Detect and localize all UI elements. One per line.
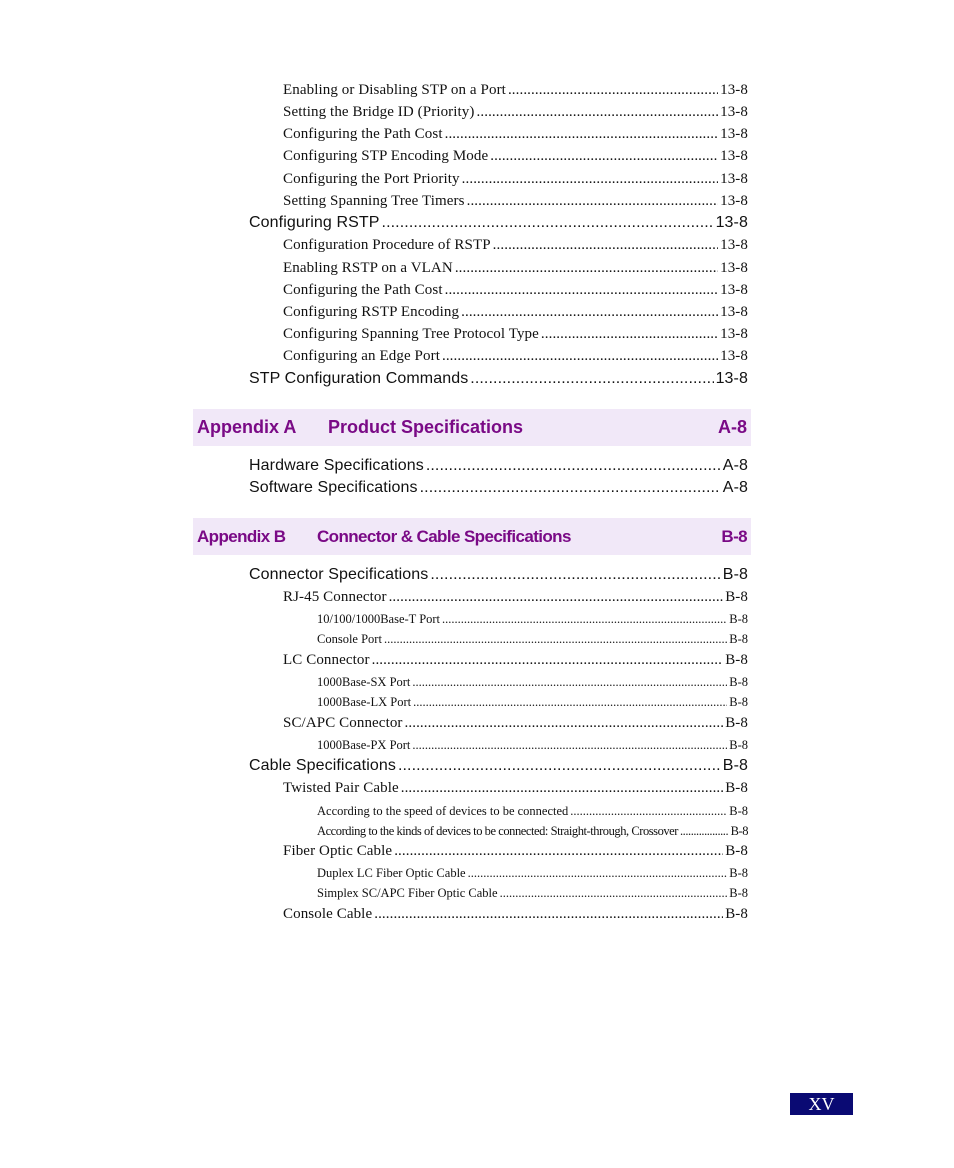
toc-entry[interactable]: SC/APC Connector ..... B-8 bbox=[283, 715, 748, 732]
toc-section-rstp[interactable]: Configuring RSTP ..... 13-8 bbox=[249, 214, 748, 232]
dot-leader bbox=[401, 780, 723, 797]
toc-entry[interactable]: Configuration Procedure of RSTP ..... 13-8 bbox=[283, 237, 748, 254]
toc-entry[interactable]: Setting Spanning Tree Timers ..... 13-8 bbox=[283, 193, 748, 210]
dot-leader bbox=[420, 479, 721, 497]
appendix-title: Product Specifications bbox=[328, 417, 524, 437]
dot-leader bbox=[394, 843, 723, 860]
dot-leader bbox=[541, 326, 718, 343]
toc-subentry[interactable]: 1000Base-PX Port ..... B-8 bbox=[317, 738, 748, 753]
dot-leader bbox=[389, 589, 724, 606]
toc-entry[interactable]: Configuring the Port Priority ..... 13-8 bbox=[283, 171, 748, 188]
dot-leader bbox=[384, 632, 727, 647]
dot-leader bbox=[455, 260, 718, 277]
dot-leader bbox=[413, 695, 727, 710]
toc-entry[interactable]: Enabling or Disabling STP on a Port ..... 13-8 bbox=[283, 82, 748, 99]
toc-entry[interactable]: Fiber Optic Cable ..... B-8 bbox=[283, 843, 748, 860]
toc-section-connector-specs[interactable]: Connector Specifications ..... B-8 bbox=[249, 566, 748, 584]
appendix-title: Connector & Cable Specifications bbox=[317, 527, 571, 546]
appendix-label: Appendix A bbox=[197, 417, 297, 437]
toc-subentry[interactable]: Duplex LC Fiber Optic Cable ..... B-8 bbox=[317, 866, 748, 881]
toc-subentry[interactable]: 10/100/1000Base-T Port ..... B-8 bbox=[317, 612, 748, 627]
toc-entry[interactable]: Twisted Pair Cable ..... B-8 bbox=[283, 780, 748, 797]
dot-leader bbox=[493, 237, 718, 254]
dot-leader bbox=[468, 866, 728, 881]
toc-subentry[interactable]: 1000Base-SX Port ..... B-8 bbox=[317, 675, 748, 690]
appendix-page: A-8 bbox=[717, 417, 747, 437]
toc-entry[interactable]: Configuring Spanning Tree Protocol Type ..... 13-8 bbox=[283, 326, 748, 343]
dot-leader bbox=[490, 148, 718, 165]
toc-entry[interactable]: Configuring STP Encoding Mode ..... 13-8 bbox=[283, 148, 748, 165]
toc-entry[interactable]: Console Cable ..... B-8 bbox=[283, 906, 748, 923]
toc-subentry[interactable]: Simplex SC/APC Fiber Optic Cable ..... B-8 bbox=[317, 886, 748, 901]
dot-leader bbox=[412, 675, 727, 690]
dot-leader bbox=[430, 566, 720, 584]
dot-leader bbox=[570, 804, 727, 819]
dot-leader bbox=[680, 824, 729, 839]
appendix-b-heading[interactable] bbox=[193, 518, 751, 555]
dot-leader bbox=[374, 906, 723, 923]
dot-leader bbox=[477, 104, 719, 121]
dot-leader bbox=[442, 348, 718, 365]
toc-entry[interactable]: LC Connector ..... B-8 bbox=[283, 652, 748, 669]
toc-subentry[interactable]: According to the kinds of devices to be connected: Straight-through, Crossover ..... B-8 bbox=[317, 824, 748, 839]
dot-leader bbox=[445, 282, 719, 299]
dot-leader bbox=[461, 304, 718, 321]
toc-section-cable-specs[interactable]: Cable Specifications ..... B-8 bbox=[249, 757, 748, 775]
dot-leader bbox=[426, 457, 721, 475]
appendix-label: Appendix B bbox=[197, 527, 286, 546]
dot-leader bbox=[412, 738, 727, 753]
dot-leader bbox=[372, 652, 724, 669]
dot-leader bbox=[405, 715, 724, 732]
toc-subentry[interactable]: Console Port ..... B-8 bbox=[317, 632, 748, 647]
toc-entry[interactable]: Configuring an Edge Port ..... 13-8 bbox=[283, 348, 748, 365]
page-number: XV bbox=[790, 1093, 853, 1115]
dot-leader bbox=[500, 886, 728, 901]
dot-leader bbox=[470, 370, 713, 388]
toc-subentry[interactable]: 1000Base-LX Port ..... B-8 bbox=[317, 695, 748, 710]
toc-entry[interactable]: Configuring the Path Cost ..... 13-8 bbox=[283, 282, 748, 299]
toc-entry[interactable]: Configuring the Path Cost ..... 13-8 bbox=[283, 126, 748, 143]
toc-subentry[interactable]: According to the speed of devices to be connected ..... B-8 bbox=[317, 804, 748, 819]
dot-leader bbox=[462, 171, 718, 188]
toc-section-software-specs[interactable]: Software Specifications ..... A-8 bbox=[249, 479, 748, 497]
toc-section-hardware-specs[interactable]: Hardware Specifications ..... A-8 bbox=[249, 457, 748, 475]
toc-entry[interactable]: RJ-45 Connector ..... B-8 bbox=[283, 589, 748, 606]
dot-leader bbox=[398, 757, 721, 775]
toc-entry[interactable]: Configuring RSTP Encoding ..... 13-8 bbox=[283, 304, 748, 321]
dot-leader bbox=[508, 82, 718, 99]
toc-section-stp-commands[interactable]: STP Configuration Commands ..... 13-8 bbox=[249, 370, 748, 388]
appendix-page: B-8 bbox=[721, 527, 747, 546]
dot-leader bbox=[445, 126, 719, 143]
appendix-a-heading[interactable] bbox=[193, 409, 751, 446]
toc-entry[interactable]: Enabling RSTP on a VLAN ..... 13-8 bbox=[283, 260, 748, 277]
dot-leader bbox=[467, 193, 719, 210]
dot-leader bbox=[382, 214, 714, 232]
toc-entry[interactable]: Setting the Bridge ID (Priority) ..... 13-8 bbox=[283, 104, 748, 121]
dot-leader bbox=[442, 612, 727, 627]
